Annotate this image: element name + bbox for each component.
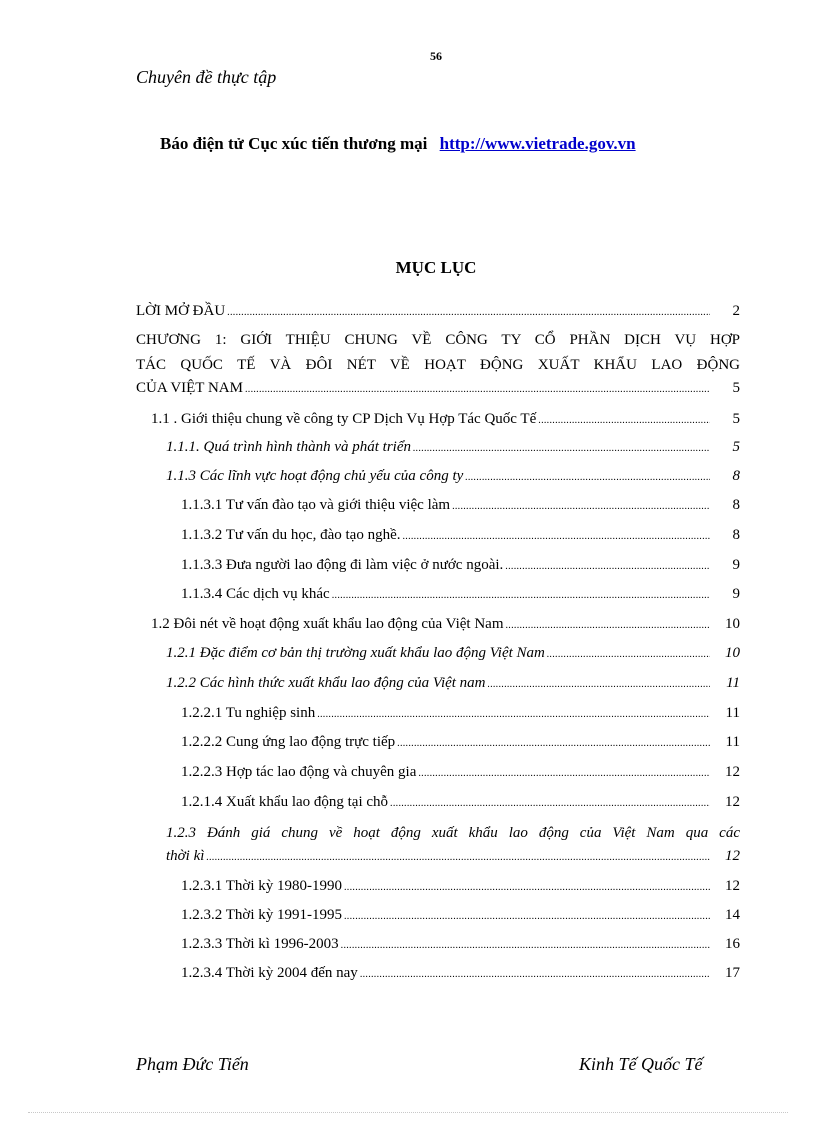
toc-entry-label: LỜI MỞ ĐẦU [136, 303, 226, 319]
toc-entry-1-2-3-3[interactable] [181, 936, 740, 956]
toc-entry-1-2-3[interactable] [166, 848, 740, 868]
toc-entry-1-1-3-3[interactable] [181, 557, 740, 577]
toc-entry-1-1-3-4[interactable] [181, 586, 740, 606]
toc-entry-page: 10 [725, 645, 740, 661]
toc-entry-chapter-1-heading[interactable] [136, 328, 740, 378]
source-url-link[interactable]: http://www.vietrade.gov.vn [439, 134, 636, 153]
toc-entry-label: 1.2.2.3 Hợp tác lao động và chuyên gia [181, 764, 417, 780]
toc-leader-dots [413, 439, 710, 456]
toc-entry-1-1-3[interactable] [166, 468, 740, 488]
toc-entry-page: 8 [732, 527, 740, 543]
toc-entry-1-2-3-heading[interactable] [166, 821, 740, 846]
toc-entry-1-1[interactable] [151, 411, 740, 431]
toc-entry-label: 1.2.3.4 Thời kỳ 2004 đến nay [181, 965, 358, 981]
toc-entry-label: 1.2.3.2 Thời kỳ 1991-1995 [181, 907, 342, 923]
toc-entry-1-2[interactable] [151, 616, 740, 636]
toc-entry-1-2-2-1[interactable] [181, 705, 740, 725]
toc-entry-page: 8 [732, 497, 740, 513]
toc-entry-label: 1.2.1 Đặc điểm cơ bản thị trường xuất khẩu lao động Việt Nam [166, 645, 545, 661]
toc-entry-1-2-1-4[interactable] [181, 794, 740, 814]
toc-leader-dots [344, 907, 710, 924]
toc-entry-page: 2 [732, 303, 740, 319]
toc-entry-label: 1.1.3 Các lĩnh vực hoạt động chủ yếu của công ty [166, 468, 464, 484]
toc-entry-label: 1.2.2.2 Cung ứng lao động trực tiếp [181, 734, 396, 750]
toc-leader-dots [245, 380, 710, 397]
bottom-divider [28, 1112, 788, 1113]
toc-entry-page: 16 [725, 936, 740, 952]
toc-entry-page: 12 [725, 878, 740, 894]
toc-leader-dots [402, 527, 710, 544]
toc-entry-line: TÁC QUỐC TẾ VÀ ĐÔI NÉT VỀ HOẠT ĐỘNG XUẤT KHẨU LAO ĐỘNG [136, 357, 740, 373]
toc-entry-page: 14 [725, 907, 740, 923]
page-number: 56 [430, 49, 442, 63]
source-reference [160, 134, 636, 154]
toc-leader-dots [488, 675, 710, 692]
toc-leader-dots [505, 557, 710, 574]
toc-leader-dots [227, 303, 710, 320]
toc-entry-1-1-1[interactable] [166, 439, 740, 459]
toc-entry-page: 9 [732, 586, 740, 602]
toc-entry-1-2-2-3[interactable] [181, 764, 740, 784]
toc-entry-page: 11 [726, 675, 740, 691]
toc-entry-label: 1.2.3.1 Thời kỳ 1980-1990 [181, 878, 342, 894]
toc-title: MỤC LỤC [395, 258, 477, 277]
toc-entry-page: 12 [725, 794, 740, 810]
header-title: Chuyên đề thực tập [136, 67, 277, 87]
toc-entry-page: 11 [725, 705, 740, 721]
toc-leader-dots [547, 645, 710, 662]
toc-entry-1-2-3-1[interactable] [181, 878, 740, 898]
toc-entry-chapter-1[interactable] [136, 380, 740, 400]
toc-entry-page: 11 [725, 734, 740, 750]
toc-entry-1-2-1[interactable] [166, 645, 740, 665]
toc-leader-dots [360, 965, 710, 982]
toc-entry-label: 1.1.1. Quá trình hình thành và phát triển [166, 439, 411, 455]
toc-entry-page: 17 [725, 965, 740, 981]
toc-leader-dots [465, 468, 710, 485]
toc-leader-dots [418, 764, 710, 781]
toc-leader-dots [390, 794, 710, 811]
toc-entry-page: 10 [725, 616, 740, 632]
toc-entry-1-1-3-1[interactable] [181, 497, 740, 517]
toc-entry-label: 1.2.3.3 Thời kì 1996-2003 [181, 936, 339, 952]
toc-leader-dots [397, 734, 710, 751]
toc-entry-preface[interactable] [136, 303, 740, 323]
toc-leader-dots [452, 497, 710, 514]
toc-leader-dots [538, 411, 710, 428]
toc-entry-label: 1.2.2.1 Tu nghiệp sinh [181, 705, 316, 721]
toc-leader-dots [506, 616, 711, 633]
toc-entry-1-2-2[interactable] [166, 675, 740, 695]
toc-entry-page: 12 [725, 848, 740, 864]
toc-leader-dots [317, 705, 710, 722]
toc-entry-page: 8 [732, 468, 740, 484]
toc-entry-page: 12 [725, 764, 740, 780]
toc-leader-dots [206, 848, 710, 865]
toc-entry-page: 9 [732, 557, 740, 573]
toc-leader-dots [341, 936, 710, 953]
toc-entry-label: 1.2 Đôi nét về hoạt động xuất khẩu lao động của Việt Nam [151, 616, 504, 632]
toc-leader-dots [344, 878, 710, 895]
toc-entry-label: 1.1.3.1 Tư vấn đào tạo và giới thiệu việc làm [181, 497, 451, 513]
toc-entry-label: 1.1 . Giới thiệu chung về công ty CP Dịch Vụ Hợp Tác Quốc Tế [151, 411, 537, 427]
toc-entry-label: 1.1.3.3 Đưa người lao động đi làm việc ở nước ngoài. [181, 557, 504, 573]
toc-leader-dots [332, 586, 710, 603]
toc-entry-label: thời kì [166, 848, 205, 864]
toc-entry-1-2-3-2[interactable] [181, 907, 740, 927]
toc-entry-label: 1.1.3.4 Các dịch vụ khác [181, 586, 330, 602]
toc-entry-page: 5 [732, 380, 740, 396]
toc-entry-line: CHƯƠNG 1: GIỚI THIỆU CHUNG VỀ CÔNG TY CỔ PHẦN DỊCH VỤ HỢP [136, 332, 740, 348]
toc-entry-page: 5 [732, 439, 740, 455]
toc-entry-label: 1.1.3.2 Tư vấn du học, đào tạo nghề. [181, 527, 401, 543]
footer-department: Kinh Tế Quốc Tế [579, 1054, 703, 1074]
source-label: Báo điện tử Cục xúc tiến thương mại [160, 134, 428, 153]
toc-entry-line: 1.2.3 Đánh giá chung về hoạt động xuất khẩu lao động của Việt Nam qua các [166, 825, 740, 841]
toc-entry-label: CỦA VIỆT NAM [136, 380, 243, 396]
footer-author: Phạm Đức Tiến [136, 1054, 249, 1074]
toc-entry-label: 1.2.1.4 Xuất khẩu lao động tại chỗ [181, 794, 389, 810]
toc-entry-label: 1.2.2 Các hình thức xuất khẩu lao động của Việt nam [166, 675, 486, 691]
toc-entry-1-2-3-4[interactable] [181, 965, 740, 985]
toc-entry-page: 5 [732, 411, 740, 427]
toc-entry-1-1-3-2[interactable] [181, 527, 740, 547]
toc-entry-1-2-2-2[interactable] [181, 734, 740, 754]
